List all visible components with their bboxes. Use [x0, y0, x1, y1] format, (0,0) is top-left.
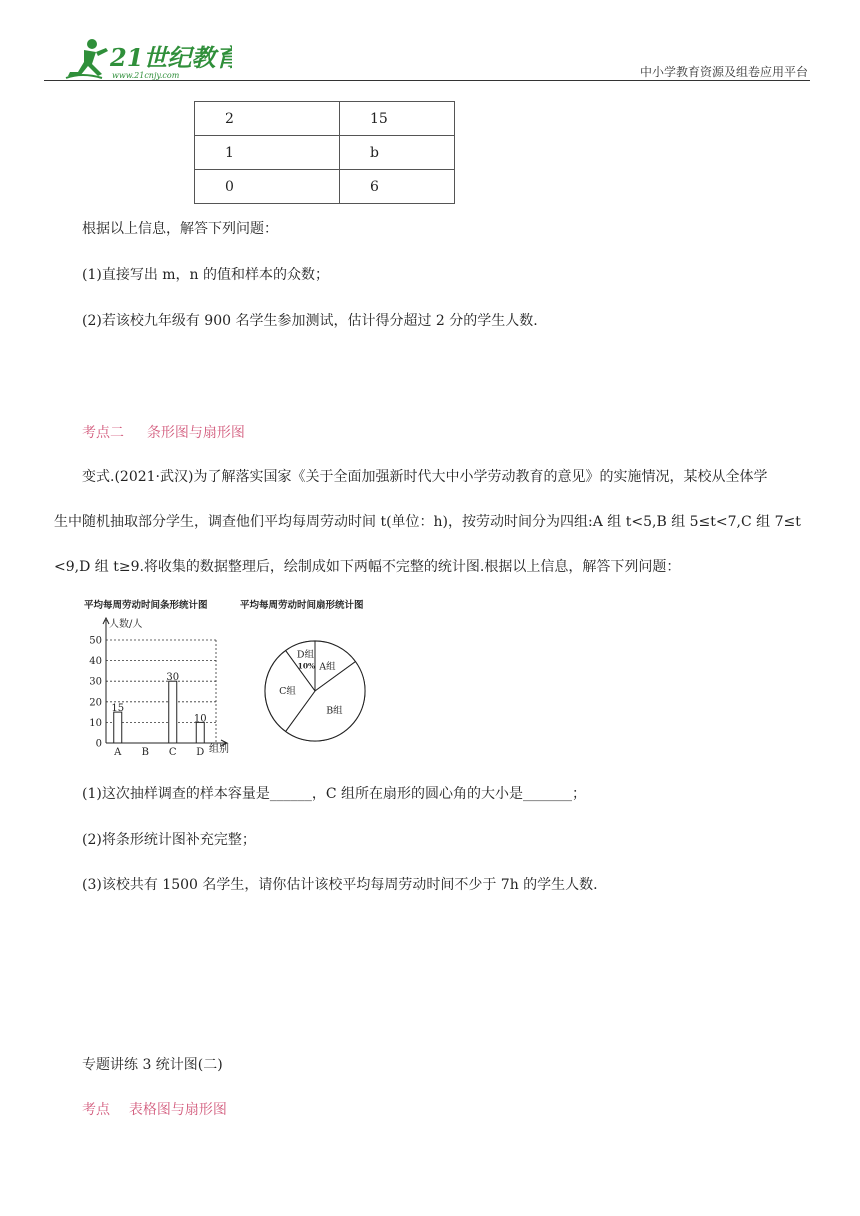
slice-label: B组: [326, 705, 343, 717]
problem-line-1: 变式.(2021·武汉)为了解落实国家《关于全面加强新时代大中小学劳动教育的意见》的实施情况，某校从全体学: [82, 469, 768, 485]
bar-chart: [89, 617, 229, 758]
x-tick-label: B: [141, 747, 149, 758]
x-tick-label: D: [196, 747, 205, 758]
x-axis-label: 组别: [209, 744, 229, 755]
y-tick-label: 20: [89, 697, 102, 709]
table-row: [195, 102, 455, 136]
x-tick-label: C: [168, 747, 177, 758]
slice-label: C组: [279, 686, 296, 697]
q1-part1: (1)直接写出 m，n 的值和样本的众数；: [82, 267, 330, 283]
bar-chart-title: 平均每周劳动时间条形统计图: [84, 600, 208, 611]
bar: [196, 722, 204, 743]
header-divider: [44, 80, 810, 81]
table-cell: 6: [340, 170, 455, 204]
logo-text: 21世纪教育: [110, 43, 232, 72]
table-row: [195, 170, 455, 204]
section2-title: 条形图与扇形图: [146, 425, 245, 441]
section2-part1: (1)这次抽样调查的样本容量是______，C 组所在扇形的圆心角的大小是_______；: [82, 786, 586, 802]
pie-chart: [265, 641, 365, 741]
section2-heading: [82, 422, 245, 442]
bar: [114, 712, 122, 743]
x-tick-label: A: [114, 747, 122, 758]
section3-subtitle: 表格图与扇形图: [128, 1102, 227, 1118]
y-tick-label: 50: [89, 635, 102, 647]
table-cell: b: [340, 136, 455, 170]
section3-heading: [82, 1099, 227, 1119]
section3-label: 考点: [82, 1102, 110, 1118]
site-logo: [62, 36, 232, 82]
y-tick-label: 10: [89, 717, 102, 729]
y-tick-label: 0: [95, 738, 102, 750]
table-cell: 2: [195, 102, 340, 136]
y-axis-label: 人数/人: [109, 619, 143, 630]
logo-url: www.21cnjy.com: [112, 71, 180, 80]
q1-part2: (2)若该校九年级有 900 名学生参加测试，估计得分超过 2 分的学生人数.: [82, 313, 538, 329]
bar: [169, 681, 177, 743]
section2-label: 考点二: [82, 425, 124, 441]
runner-logo-icon: [62, 36, 232, 82]
table-cell: 15: [340, 102, 455, 136]
y-tick-label: 30: [89, 676, 102, 688]
table-cell: 0: [195, 170, 340, 204]
data-label: 15: [111, 703, 125, 715]
problem-line-2: 生中随机抽取部分学生，调查他们平均每周劳动时间 t(单位：h)，按劳动时间分为四组:A 组 t<5,B 组 5≤t<7,C 组 7≤t: [54, 514, 801, 530]
data-label: 10: [193, 713, 207, 725]
slice-label: D组: [296, 649, 314, 661]
section2-part2: (2)将条形统计图补充完整；: [82, 832, 256, 848]
q1-intro: 根据以上信息，解答下列问题：: [82, 221, 278, 237]
header-tagline: 中小学教育资源及组卷应用平台: [639, 65, 808, 79]
statistics-charts: [84, 597, 414, 762]
section3-title: 专题讲练 3 统计图(二): [82, 1057, 223, 1073]
table-row: [195, 136, 455, 170]
slice-percent-label: 10%: [297, 661, 316, 671]
section2-part3: (3)该校共有 1500 名学生，请你估计该校平均每周劳动时间不少于 7h 的学生人数.: [82, 877, 598, 893]
pie-chart-title: 平均每周劳动时间扇形统计图: [240, 600, 364, 611]
score-table: [194, 101, 455, 204]
slice-label: A组: [319, 661, 336, 673]
data-label: 30: [166, 672, 180, 684]
y-tick-label: 40: [89, 656, 102, 668]
table-cell: 1: [195, 136, 340, 170]
problem-line-3: <9,D 组 t≥9.将收集的数据整理后，绘制成如下两幅不完整的统计图.根据以上信息，解答下列问题：: [54, 559, 681, 575]
